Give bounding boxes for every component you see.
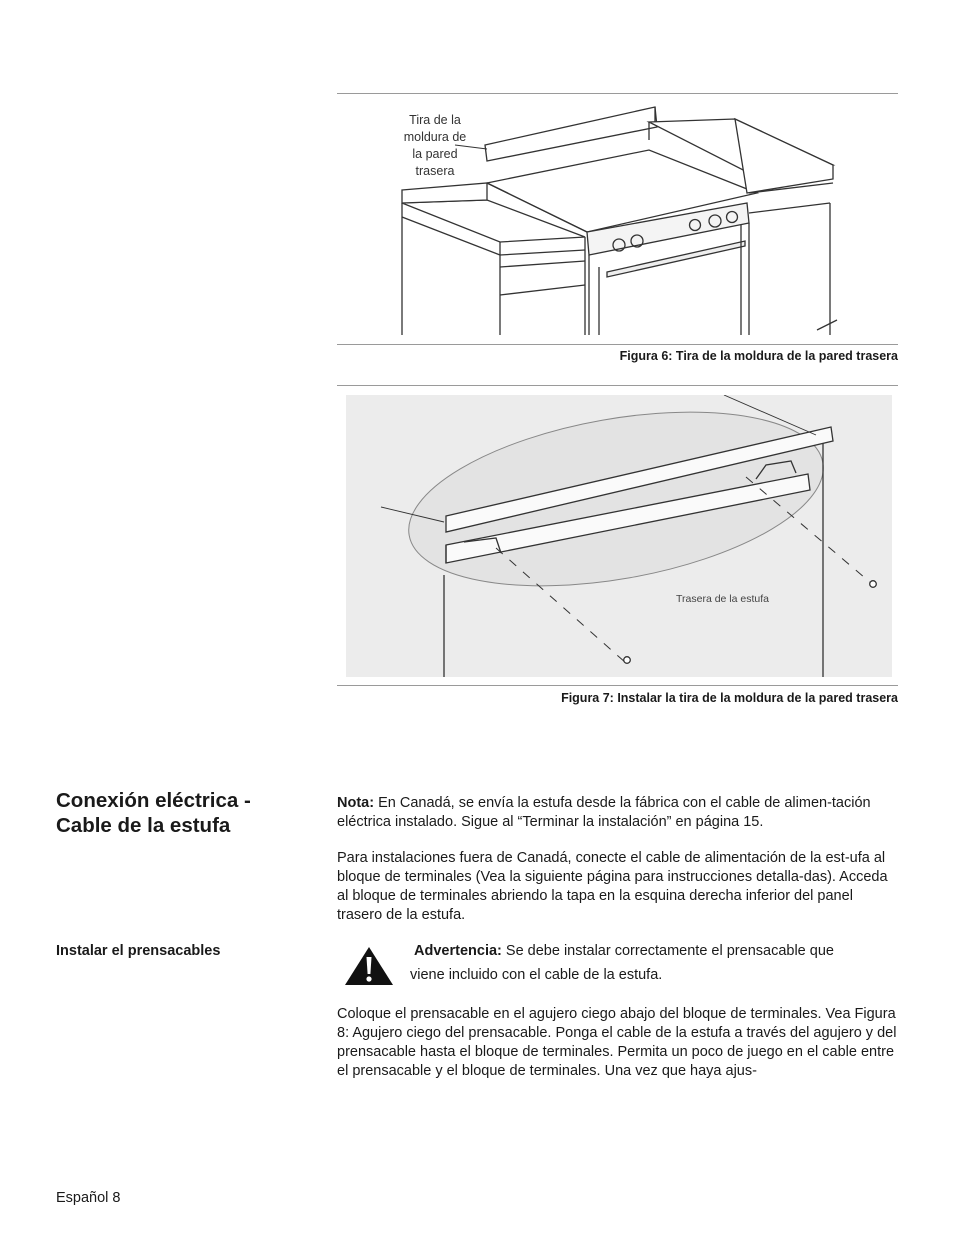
note-text: En Canadá, se envía la estufa desde la fábrica con el cable de alimen-tación eléctrica instalado. Sigue al “Terminar la instalación” en página 15. xyxy=(337,795,871,830)
warning-label: Advertencia: xyxy=(414,943,502,959)
section-title-line2: Cable de la estufa xyxy=(56,814,231,837)
warning-text xyxy=(410,939,890,987)
figure6-caption: Figura 6: Tira de la moldura de la pared trasera xyxy=(619,349,898,363)
figure7-top-rule xyxy=(337,385,898,386)
figure6-bottom-rule xyxy=(337,344,898,345)
warning-line1 xyxy=(410,939,890,963)
gland-paragraph: Coloque el prensacable en el agujero ciego abajo del bloque de terminales. Vea Figura 8: Agujero ciego del prensacable. Ponga el cable de la estufa a través del agujero y del prensacable hasta el bloque de terminales. Permita un poco de juego en el cable entre el prensacable y el bloque de terminales. Una vez que haya ajus- xyxy=(337,1006,897,1079)
figure7-illustration xyxy=(346,395,892,677)
figure6-label-line3: la pared xyxy=(412,147,458,161)
figure6-illustration xyxy=(337,95,898,337)
warning-text-line1: Se debe instalar correctamente el prensacable que xyxy=(501,943,834,959)
instructions-paragraph: Para instalaciones fuera de Canadá, conecte el cable de alimentación de la est-ufa al bloque de terminales (Vea la siguiente página para instrucciones detalla-das). Acceda al bloque de terminales abriendo la tapa en la esquina derecha inferior del panel trasero de la estufa. xyxy=(337,850,888,923)
warning-triangle-icon xyxy=(343,945,395,987)
figure7-caption: Figura 7: Instalar la tira de la moldura de la pared trasera xyxy=(561,691,898,705)
figure6-top-rule xyxy=(337,93,898,94)
note-label: Nota: xyxy=(337,795,375,811)
warning-text-line2: viene incluido con el cable de la estufa. xyxy=(410,967,663,983)
section-title-line1: Conexión eléctrica - xyxy=(56,789,251,812)
figure7-bottom-rule xyxy=(337,685,898,686)
subsection-title: Instalar el prensacables xyxy=(56,943,221,959)
figure6-label-line4: trasera xyxy=(415,164,455,178)
note-paragraph xyxy=(337,794,899,832)
figure6-label-line2: moldura de xyxy=(403,130,467,144)
section-title xyxy=(56,788,306,838)
figure6-label-line1: Tira de la xyxy=(409,113,461,127)
page-footer: Español 8 xyxy=(56,1190,121,1206)
figure7-label: Trasera de la estufa xyxy=(676,593,769,605)
